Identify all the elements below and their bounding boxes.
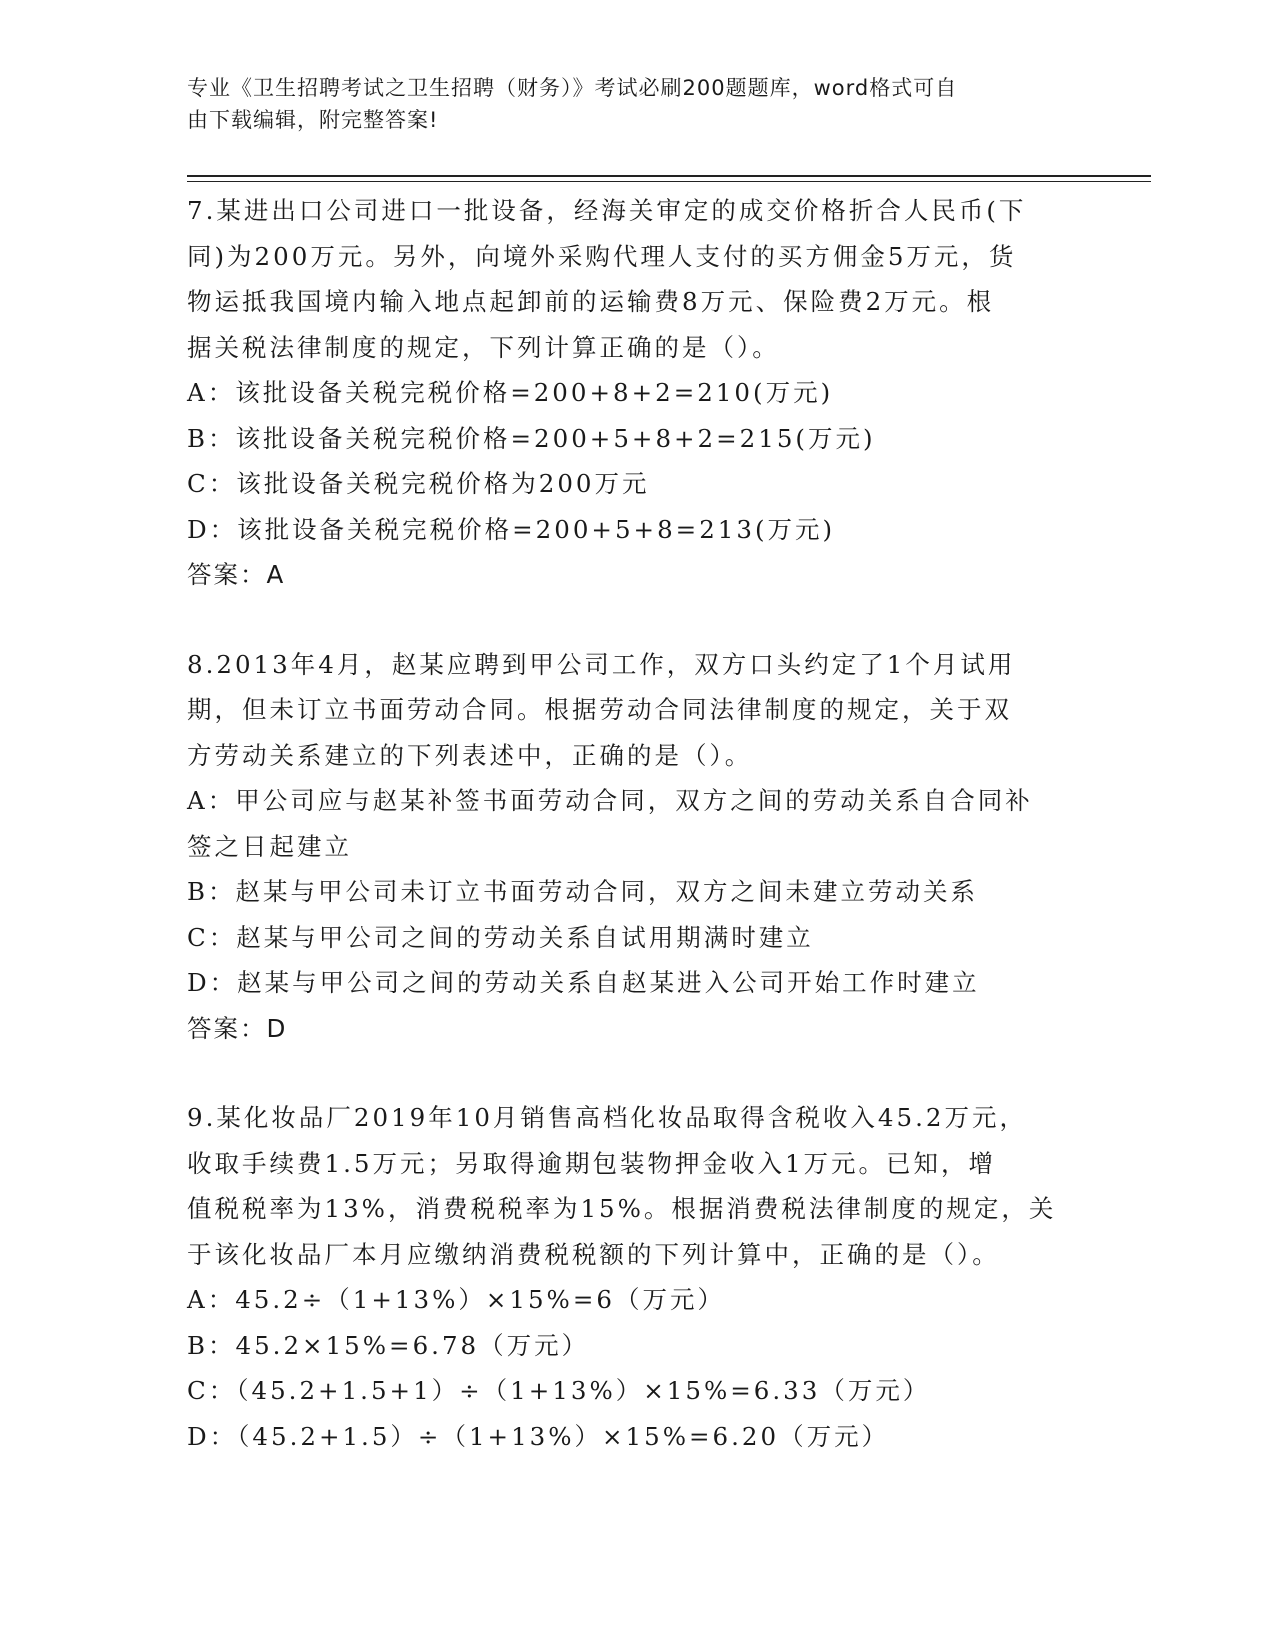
option-b: B：赵某与甲公司未订立书面劳动合同，双方之间未建立劳动关系 <box>187 877 979 906</box>
option-d: D：（45.2+1.5）÷（1+13%）×15%=6.20（万元） <box>187 1421 890 1451</box>
question-text-line: 方劳动关系建立的下列表述中，正确的是（）。 <box>187 740 753 770</box>
option-d: D：该批设备关税完税价格=200+5+8=213(万元) <box>187 514 836 544</box>
question-8 <box>187 642 1067 1052</box>
option-a: A：该批设备关税完税价格=200+8+2=210(万元) <box>187 378 834 407</box>
option-a: A：45.2÷（1+13%）×15%=6（万元） <box>187 1285 725 1314</box>
question-text-line: 值税税率为13%，消费税税率为15%。根据消费税法律制度的规定，关 <box>187 1194 1057 1223</box>
question-text-line: 据关税法律制度的规定，下列计算正确的是（）。 <box>187 332 780 362</box>
option-d: D：赵某与甲公司之间的劳动关系自赵某进入公司开始工作时建立 <box>187 968 980 997</box>
question-text-line: 期，但未订立书面劳动合同。根据劳动合同法律制度的规定，关于双 <box>187 695 1012 724</box>
option-b: B：该批设备关税完税价格=200+5+8+2=215(万元) <box>187 423 876 453</box>
option-c: C：赵某与甲公司之间的劳动关系自试用期满时建立 <box>187 922 814 952</box>
question-text-line: 8.2013年4月，赵某应聘到甲公司工作，双方口头约定了1个月试用 <box>187 649 1016 679</box>
option-a-continued: 签之日起建立 <box>187 831 352 861</box>
question-text-line: 收取手续费1.5万元；另取得逾期包装物押金收入1万元。已知，增 <box>187 1148 997 1178</box>
question-text-line: 物运抵我国境内输入地点起卸前的运输费8万元、保险费2万元。根 <box>187 287 995 316</box>
option-b: B：45.2×15%=6.78（万元） <box>187 1330 590 1360</box>
question-spacer <box>187 598 1067 642</box>
question-text-line: 于该化妆品厂本月应缴纳消费税税额的下列计算中，正确的是（）。 <box>187 1239 1000 1269</box>
header-line-2: 由下载编辑，附完整答案! <box>187 108 439 132</box>
question-text-line: 9.某化妆品厂2019年10月销售高档化妆品取得含税收入45.2万元， <box>187 1103 1027 1132</box>
question-spacer <box>187 1051 1067 1095</box>
answer-line: 答案：D <box>187 1013 288 1043</box>
header-line-1: 专业《卫生招聘考试之卫生招聘（财务）》考试必刷200题题库，word格式可自 <box>187 76 958 100</box>
question-7 <box>187 188 1067 598</box>
option-c: C：该批设备关税完税价格为200万元 <box>187 469 650 498</box>
question-9 <box>187 1095 1067 1459</box>
question-text-line: 7.某进出口公司进口一批设备，经海关审定的成交价格折合人民币(下 <box>187 196 1027 225</box>
header-divider-thick <box>187 175 1151 177</box>
option-c: C：（45.2+1.5+1）÷（1+13%）×15%=6.33（万元） <box>187 1376 931 1405</box>
questions-list <box>187 188 1067 1459</box>
question-text-line: 同)为200万元。另外，向境外采购代理人支付的买方佣金5万元，货 <box>187 241 1017 271</box>
option-a: A：甲公司应与赵某补签书面劳动合同，双方之间的劳动关系自合同补 <box>187 786 1033 815</box>
document-header <box>187 72 1067 136</box>
answer-line: 答案：A <box>187 560 286 589</box>
header-divider-thin <box>187 181 1151 182</box>
